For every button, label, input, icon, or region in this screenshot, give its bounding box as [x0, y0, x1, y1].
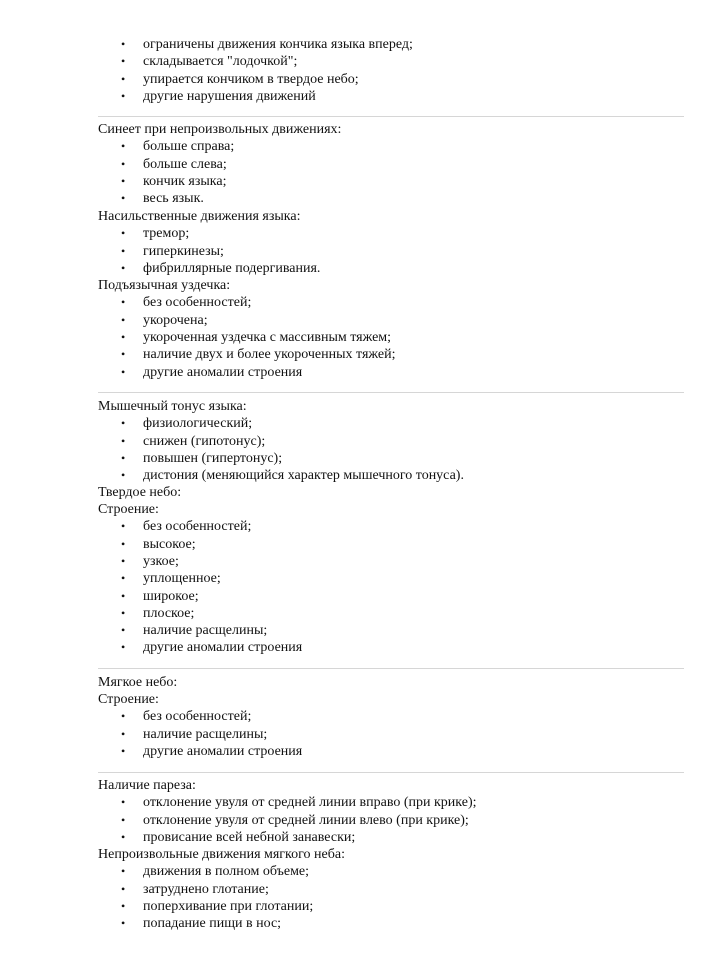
list-item-text: без особенностей;: [143, 709, 252, 725]
bullet-icon: •: [121, 364, 126, 379]
list-item-text: узкое;: [143, 553, 179, 569]
bullet-icon: •: [121, 295, 126, 310]
section-heading: Мягкое небо:: [98, 675, 178, 690]
list-item: [121, 812, 469, 829]
bullet-icon: •: [121, 709, 126, 724]
list-item: [121, 743, 302, 760]
section-heading: Твердое небо:: [98, 485, 182, 500]
list-item-text: отклонение увуля от средней линии влево (при крике);: [143, 812, 469, 828]
bullet-icon: •: [121, 88, 126, 103]
list-item-text: наличие расщелины;: [143, 623, 268, 639]
list-item: [121, 329, 391, 346]
section-heading: Подъязычная уздечка:: [98, 278, 231, 293]
list-item: [121, 622, 267, 639]
list-item-text: снижен (гипотонус);: [143, 433, 266, 449]
section-heading: Непроизвольные движения мягкого неба:: [98, 847, 345, 862]
bullet-icon: •: [121, 605, 126, 620]
list-item: [121, 829, 355, 846]
list-item-text: другие аномалии строения: [143, 640, 303, 656]
list-item: [121, 467, 464, 484]
bullet-icon: •: [121, 260, 126, 275]
bullet-icon: •: [121, 416, 126, 431]
list-item: [121, 88, 316, 105]
bullet-icon: •: [121, 468, 126, 483]
list-item: [121, 881, 269, 898]
list-item-text: упирается кончиком в твердое небо;: [143, 71, 359, 87]
list-item-text: без особенностей;: [143, 295, 252, 311]
list-item-text: движения в полном объеме;: [143, 864, 310, 880]
list-item: [121, 312, 208, 329]
bullet-icon: •: [121, 347, 126, 362]
bullet-icon: •: [121, 571, 126, 586]
bullet-icon: •: [121, 433, 126, 448]
separator-line: [98, 116, 684, 117]
bullet-icon: •: [121, 916, 126, 931]
bullet-icon: •: [121, 743, 126, 758]
list-item: [121, 433, 265, 450]
list-item: [121, 173, 227, 190]
bullet-icon: •: [121, 519, 126, 534]
list-item-text: другие нарушения движений: [143, 88, 316, 104]
list-item: [121, 518, 251, 535]
list-item-text: попадание пищи в нос;: [143, 916, 282, 932]
list-item-text: складывается "лодочкой";: [143, 54, 298, 70]
section-heading: Синеет при непроизвольных движениях:: [98, 122, 342, 137]
list-item-text: физиологический;: [143, 416, 253, 432]
bullet-icon: •: [121, 54, 126, 69]
list-item: [121, 450, 282, 467]
list-item-text: отклонение увуля от средней линии вправо (при крике);: [143, 795, 477, 811]
list-item-text: ограничены движения кончика языка вперед;: [143, 37, 413, 52]
list-item-text: весь язык.: [143, 191, 204, 207]
list-item-text: укороченная уздечка с массивным тяжем;: [143, 329, 392, 345]
separator-line: [98, 772, 684, 773]
list-item-text: кончик языка;: [143, 173, 227, 189]
list-item-text: фибриллярные подергивания.: [143, 260, 321, 276]
list-item-text: больше справа;: [143, 139, 235, 155]
list-item: [121, 364, 302, 381]
bullet-icon: •: [121, 536, 126, 551]
list-item-text: поперхивание при глотании;: [143, 898, 314, 914]
list-item-text: тремор;: [143, 226, 190, 242]
list-item-text: гиперкинезы;: [143, 243, 224, 259]
list-item-text: другие аномалии строения: [143, 364, 303, 380]
separator-line: [98, 668, 684, 669]
bullet-icon: •: [121, 898, 126, 913]
section-heading: Строение:: [98, 692, 159, 707]
list-item: [121, 225, 189, 242]
list-item: [121, 726, 267, 743]
bullet-icon: •: [121, 173, 126, 188]
bullet-icon: •: [121, 623, 126, 638]
list-item-text: затруднено глотание;: [143, 881, 269, 897]
list-item-text: провисание всей небной занавески;: [143, 829, 356, 845]
bullet-icon: •: [121, 312, 126, 327]
list-item-text: больше слева;: [143, 156, 227, 172]
bullet-icon: •: [121, 726, 126, 741]
list-item: [121, 898, 313, 915]
bullet-icon: •: [121, 588, 126, 603]
list-item-text: высокое;: [143, 536, 196, 552]
list-item-text: широкое;: [143, 588, 199, 604]
bullet-icon: •: [121, 37, 126, 51]
list-item: [121, 570, 221, 587]
bullet-icon: •: [121, 156, 126, 171]
section-heading: Строение:: [98, 502, 159, 517]
list-item-text: укорочена;: [143, 312, 208, 328]
bullet-icon: •: [121, 191, 126, 206]
bullet-icon: •: [121, 329, 126, 344]
bullet-icon: •: [121, 71, 126, 86]
list-item: [121, 708, 251, 725]
list-item: [121, 190, 204, 207]
list-item: [121, 294, 251, 311]
bullet-icon: •: [121, 243, 126, 258]
list-item: [121, 863, 309, 880]
list-item: [121, 243, 224, 260]
list-item-text: наличие расщелины;: [143, 726, 268, 742]
bullet-icon: •: [121, 881, 126, 896]
section-heading: Насильственные движения языка:: [98, 209, 301, 224]
separator-line: [98, 392, 684, 393]
bullet-icon: •: [121, 829, 126, 844]
list-item: [121, 36, 413, 53]
list-item-text: повышен (гипертонус);: [143, 450, 283, 466]
section-heading: Наличие пареза:: [98, 778, 196, 793]
list-item: [121, 639, 302, 656]
bullet-icon: •: [121, 812, 126, 827]
list-item: [121, 536, 196, 553]
list-item-text: наличие двух и более укороченных тяжей;: [143, 347, 396, 363]
list-item: [121, 794, 477, 811]
list-item-text: дистония (меняющийся характер мышечного тонуса).: [143, 468, 464, 484]
list-item: [121, 415, 252, 432]
list-item-text: плоское;: [143, 605, 195, 621]
list-item: [121, 71, 359, 88]
list-item-text: без особенностей;: [143, 519, 252, 535]
bullet-icon: •: [121, 226, 126, 241]
section-heading: Мышечный тонус языка:: [98, 399, 247, 414]
list-item: [121, 53, 297, 70]
list-item: [121, 588, 199, 605]
list-item: [121, 156, 227, 173]
list-item: [121, 260, 320, 277]
bullet-icon: •: [121, 450, 126, 465]
list-item-text: другие аномалии строения: [143, 743, 303, 759]
bullet-icon: •: [121, 640, 126, 655]
list-item: [121, 605, 194, 622]
bullet-icon: •: [121, 553, 126, 568]
bullet-icon: •: [121, 139, 126, 154]
list-item: [121, 346, 396, 363]
list-item-text: уплощенное;: [143, 571, 221, 587]
list-item: [121, 553, 179, 570]
bullet-icon: •: [121, 795, 126, 810]
bullet-icon: •: [121, 864, 126, 879]
list-item: [121, 915, 281, 932]
list-item: [121, 138, 234, 155]
